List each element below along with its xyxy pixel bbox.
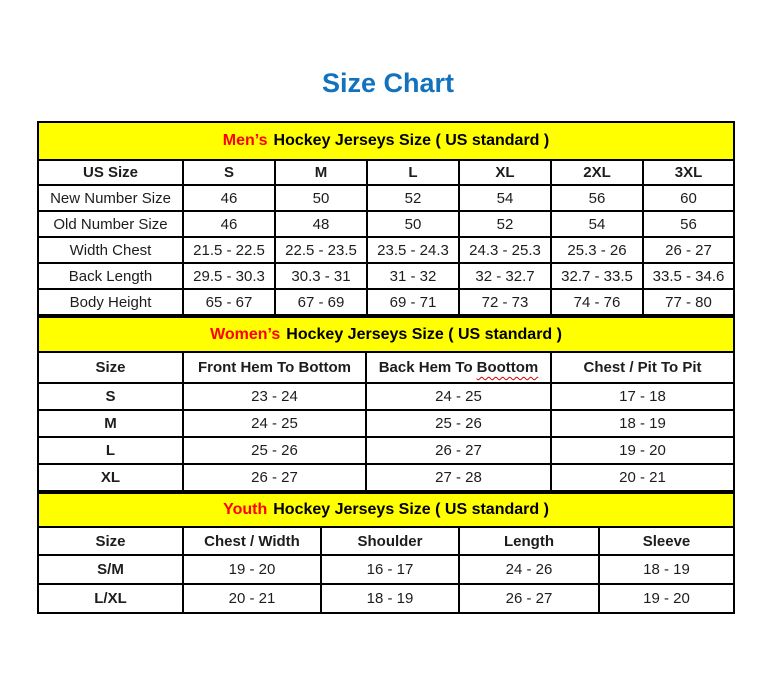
womens-row-label: XL [38, 464, 183, 491]
womens-band-accent: Women’s [210, 325, 281, 343]
mens-cell: 65 - 67 [183, 289, 275, 315]
mens-cell: 30.3 - 31 [275, 263, 367, 289]
mens-col-header-l: L [367, 160, 459, 185]
mens-cell: 24.3 - 25.3 [459, 237, 551, 263]
womens-cell: 26 - 27 [183, 464, 366, 491]
size-chart-tables [37, 121, 733, 614]
youth-col-header-shoulder: Shoulder [321, 527, 459, 555]
page-title: Size Chart [321, 68, 455, 98]
womens-col-header-front-hem: Front Hem To Bottom [183, 352, 366, 383]
womens-cell: 25 - 26 [183, 437, 366, 464]
back-hem-misspelled-word: Boottom [476, 359, 539, 376]
mens-row-label: Width Chest [38, 237, 183, 263]
mens-cell: 26 - 27 [643, 237, 734, 263]
mens-cell: 31 - 32 [367, 263, 459, 289]
youth-col-header-size: Size [38, 527, 183, 555]
mens-col-header-s: S [183, 160, 275, 185]
table-row [38, 289, 734, 315]
youth-cell: 19 - 20 [599, 584, 734, 613]
youth-header-row [38, 527, 734, 555]
table-row [38, 584, 734, 613]
mens-cell: 52 [367, 185, 459, 211]
mens-cell: 21.5 - 22.5 [183, 237, 275, 263]
mens-row-label: New Number Size [38, 185, 183, 211]
mens-row-label: Old Number Size [38, 211, 183, 237]
womens-band-rest: Hockey Jerseys Size ( US standard ) [286, 325, 562, 343]
youth-cell: 24 - 26 [459, 555, 599, 584]
mens-col-header-xl: XL [459, 160, 551, 185]
mens-cell: 46 [183, 185, 275, 211]
youth-size-table [37, 492, 735, 614]
table-row [38, 211, 734, 237]
mens-cell: 67 - 69 [275, 289, 367, 315]
womens-cell: 17 - 18 [551, 383, 734, 410]
mens-cell: 25.3 - 26 [551, 237, 643, 263]
womens-col-header-size: Size [38, 352, 183, 383]
womens-cell: 18 - 19 [551, 410, 734, 437]
table-row [38, 464, 734, 491]
womens-col-header-back-hem [366, 352, 551, 383]
youth-row-label: S/M [38, 555, 183, 584]
mens-col-header-2xl: 2XL [551, 160, 643, 185]
mens-cell: 22.5 - 23.5 [275, 237, 367, 263]
back-hem-label-part: Back Hem To [378, 359, 473, 376]
mens-cell: 23.5 - 24.3 [367, 237, 459, 263]
youth-band-accent: Youth [223, 501, 268, 518]
mens-band-title [38, 122, 734, 160]
mens-cell: 33.5 - 34.6 [643, 263, 734, 289]
mens-col-header-m: M [275, 160, 367, 185]
youth-row-label: L/XL [38, 584, 183, 613]
mens-cell: 32.7 - 33.5 [551, 263, 643, 289]
youth-band-rest: Hockey Jerseys Size ( US standard ) [273, 501, 549, 518]
womens-band-title [38, 317, 734, 352]
youth-cell: 19 - 20 [183, 555, 321, 584]
mens-row-label: Body Height [38, 289, 183, 315]
womens-cell: 19 - 20 [551, 437, 734, 464]
youth-cell: 18 - 19 [321, 584, 459, 613]
mens-cell: 56 [643, 211, 734, 237]
table-row [38, 383, 734, 410]
womens-band-row [38, 317, 734, 352]
womens-cell: 24 - 25 [366, 383, 551, 410]
mens-cell: 52 [459, 211, 551, 237]
youth-band-title [38, 493, 734, 527]
mens-band-accent: Men’s [222, 132, 268, 149]
youth-col-header-length: Length [459, 527, 599, 555]
youth-col-header-chest-width: Chest / Width [183, 527, 321, 555]
womens-cell: 27 - 28 [366, 464, 551, 491]
womens-cell: 25 - 26 [366, 410, 551, 437]
womens-row-label: S [38, 383, 183, 410]
mens-cell: 74 - 76 [551, 289, 643, 315]
youth-cell: 18 - 19 [599, 555, 734, 584]
womens-header-row [38, 352, 734, 383]
youth-cell: 26 - 27 [459, 584, 599, 613]
mens-cell: 50 [275, 185, 367, 211]
mens-col-header-us-size: US Size [38, 160, 183, 185]
mens-band-rest: Hockey Jerseys Size ( US standard ) [273, 132, 550, 149]
mens-cell: 54 [551, 211, 643, 237]
mens-band-row [38, 122, 734, 160]
womens-cell: 20 - 21 [551, 464, 734, 491]
womens-cell: 24 - 25 [183, 410, 366, 437]
womens-row-label: L [38, 437, 183, 464]
youth-cell: 16 - 17 [321, 555, 459, 584]
womens-cell: 26 - 27 [366, 437, 551, 464]
mens-size-table [37, 121, 735, 316]
mens-cell: 72 - 73 [459, 289, 551, 315]
womens-cell: 23 - 24 [183, 383, 366, 410]
table-row [38, 437, 734, 464]
youth-col-header-sleeve: Sleeve [599, 527, 734, 555]
mens-cell: 50 [367, 211, 459, 237]
mens-header-row [38, 160, 734, 185]
youth-band-row [38, 493, 734, 527]
mens-cell: 32 - 32.7 [459, 263, 551, 289]
mens-cell: 77 - 80 [643, 289, 734, 315]
womens-size-table [37, 316, 735, 492]
mens-cell: 54 [459, 185, 551, 211]
mens-col-header-3xl: 3XL [643, 160, 734, 185]
mens-cell: 46 [183, 211, 275, 237]
mens-cell: 29.5 - 30.3 [183, 263, 275, 289]
table-row [38, 237, 734, 263]
table-row [38, 185, 734, 211]
mens-cell: 56 [551, 185, 643, 211]
womens-row-label: M [38, 410, 183, 437]
mens-cell: 69 - 71 [367, 289, 459, 315]
youth-cell: 20 - 21 [183, 584, 321, 613]
mens-row-label: Back Length [38, 263, 183, 289]
table-row [38, 263, 734, 289]
mens-cell: 60 [643, 185, 734, 211]
table-row [38, 555, 734, 584]
mens-cell: 48 [275, 211, 367, 237]
table-row [38, 410, 734, 437]
womens-col-header-chest: Chest / Pit To Pit [551, 352, 734, 383]
